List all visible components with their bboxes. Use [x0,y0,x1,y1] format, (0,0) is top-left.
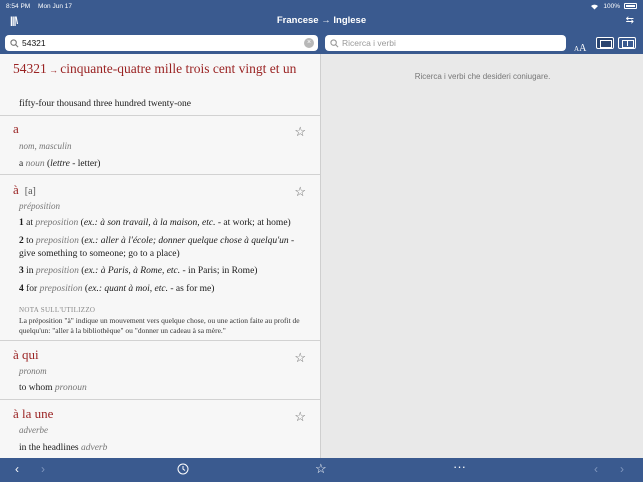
status-date: Mon Jun 17 [38,2,72,10]
search-value: 54321 [22,38,46,48]
split-pane-layout-button[interactable] [618,37,636,49]
entry-meaning: fifty-four thousand three hundred twenty-one [19,99,192,109]
usage-note-title: NOTA SULL'UTILIZZO [19,306,96,314]
forward-icon[interactable]: › [41,462,45,476]
headword: a [13,121,19,136]
conjugation-hint: Ricerca i verbi che desideri coniugare. [414,72,551,81]
favorite-star-icon[interactable]: ☆ [294,184,306,199]
verb-search-input[interactable] [325,35,566,51]
history-icon[interactable] [177,463,189,475]
entry-number[interactable] [0,54,320,116]
entry-a-qui[interactable] [0,341,320,400]
entry-a-grave[interactable] [0,175,320,341]
results-pane [0,54,321,458]
battery-icon [624,3,637,9]
headword-line [13,181,36,199]
part-of-speech: nom, masculin [19,141,72,151]
status-time: 8:54 PM [6,2,31,10]
library-icon[interactable]: |||\ [10,16,18,27]
search-input[interactable] [5,35,318,51]
search-icon [330,39,339,48]
battery-percent: 100% [603,2,620,10]
forward-icon[interactable]: › [620,462,624,476]
headword: à la une [13,406,54,421]
favorite-star-icon[interactable]: ☆ [294,350,306,365]
page-title: Francese → Inglese [276,15,367,26]
pronunciation: [a] [24,186,36,197]
sense-3: 3 in preposition (ex.: à Paris, à Rome, etc. - in Paris; in Rome) [19,266,258,276]
clear-search-icon[interactable]: × [304,38,314,48]
entry-a[interactable] [0,116,320,175]
sense: to whom pronoun [19,383,87,393]
usage-note-text: La préposition "à" indique un mouvement vers quelque chose, ou une action faite au profit de quelqu'un: "aller à la bibliothèque" ou "donner un cadeau à sa mère." [19,316,300,335]
text-size-button[interactable]: AA [574,43,587,54]
sense-4: 4 for preposition (ex.: quant à moi, etc. - as for me) [19,284,215,294]
bottom-toolbar [0,458,643,482]
sense-1: 1 at preposition (ex.: à son travail, à la maison, etc. - at work; at home) [19,218,291,228]
wifi-icon [590,3,599,10]
search-icon [10,39,19,48]
status-left [6,3,72,10]
sense: a noun (lettre - letter) [19,159,101,169]
entry-headline: 54321 → cinquante-quatre mille trois cent vingt et un [13,61,297,76]
part-of-speech: adverbe [19,425,48,435]
favorite-star-icon[interactable]: ☆ [294,124,306,139]
conjugation-pane [322,54,643,458]
single-pane-layout-button[interactable] [596,37,614,49]
part-of-speech: pronom [19,366,47,376]
entry-a-la-une[interactable] [0,400,320,458]
star-icon[interactable]: ☆ [315,461,327,476]
verb-search-placeholder: Ricerca i verbi [342,38,396,48]
part-of-speech: préposition [19,201,61,211]
sense: in the headlines adverb [19,443,108,453]
nav-bar [0,12,643,32]
headword: à [13,182,19,197]
back-icon[interactable]: ‹ [15,462,19,476]
favorite-star-icon[interactable]: ☆ [294,409,306,424]
back-icon[interactable]: ‹ [594,462,598,476]
sense-2: 2 to preposition (ex.: aller à l'école; donner quelque chose à quelqu'un - give something to someone; go to a place) [19,236,295,259]
more-icon[interactable]: ··· [453,459,466,474]
status-bar [0,0,643,12]
swap-icon[interactable]: ⇆ [625,15,634,26]
headword: à qui [13,347,39,362]
search-row [0,32,643,54]
status-right [590,3,637,10]
